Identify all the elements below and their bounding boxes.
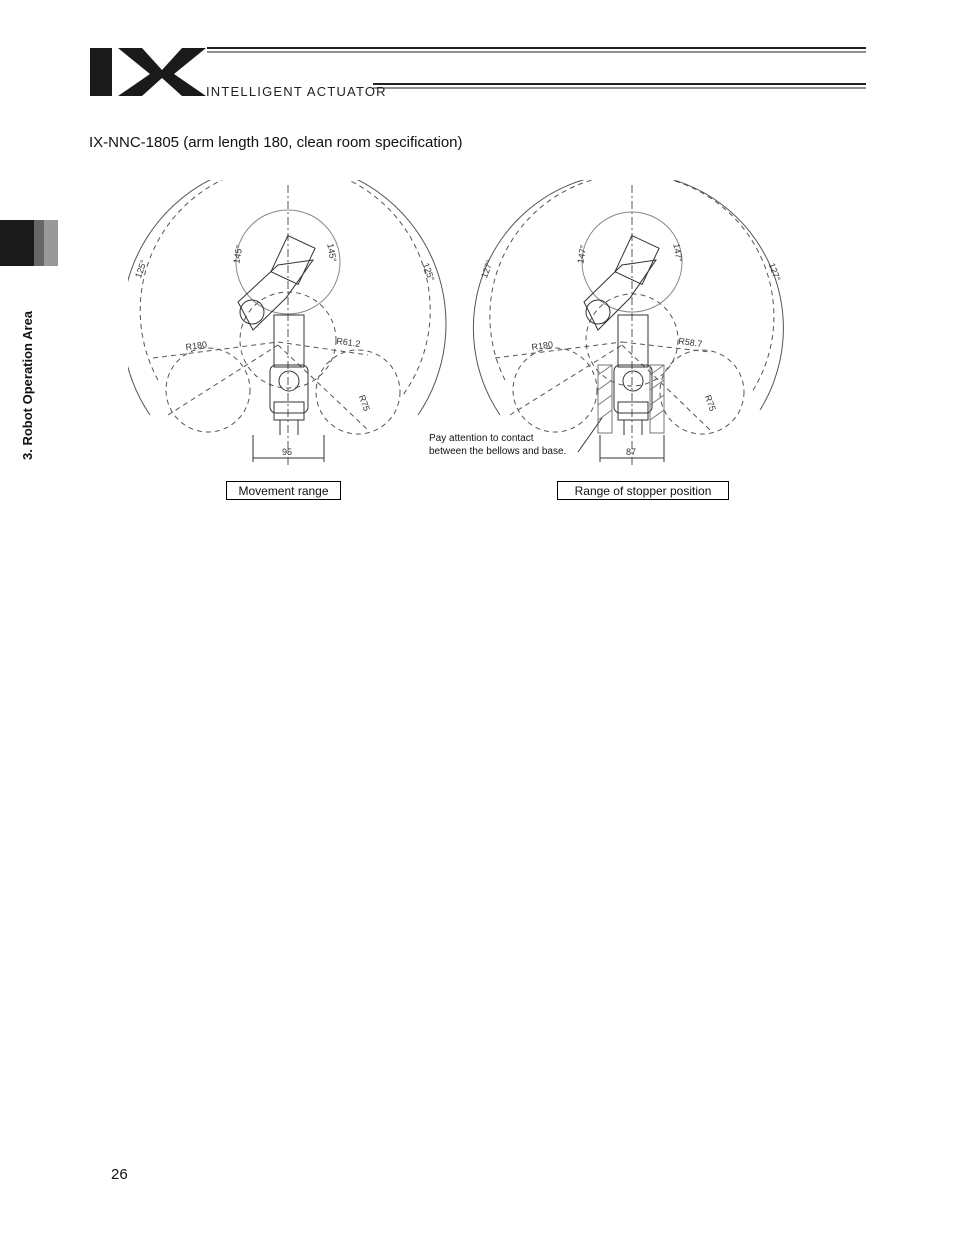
stopper-range-caption: Range of stopper position: [557, 481, 729, 500]
radius-label: R61.2: [335, 335, 361, 350]
angle-label: 147°: [671, 242, 685, 263]
radius-label: R180: [184, 339, 208, 353]
radius-label: R75: [356, 393, 372, 413]
angle-label: 127°: [766, 261, 783, 283]
movement-range-caption: Movement range: [226, 481, 341, 500]
width-label: 87: [626, 447, 637, 457]
contact-note: [429, 432, 566, 458]
contact-note-line: Pay attention to contact: [429, 433, 534, 444]
header-rules: [0, 0, 954, 100]
angle-label: 125°: [420, 261, 437, 283]
brand-name: INTELLIGENT ACTUATOR: [206, 84, 387, 99]
contact-note-line: between the bellows and base.: [429, 446, 567, 457]
page-number: 26: [111, 1166, 128, 1183]
angle-label: 145°: [231, 244, 245, 265]
radius-label: R58.7: [677, 335, 703, 350]
figure-title: IX-NNC-1805 (arm length 180, clean room specification): [89, 134, 463, 151]
radius-label: R180: [530, 339, 554, 353]
width-label: 95: [282, 447, 293, 457]
movement-range-diagram: [128, 180, 448, 480]
chapter-tab: [0, 220, 58, 266]
angle-label: 125°: [133, 258, 149, 280]
chapter-label: 3. Robot Operation Area: [20, 310, 35, 460]
angle-label: 147°: [575, 244, 589, 265]
radius-label: R75: [702, 393, 718, 413]
angle-label: 127°: [479, 258, 495, 280]
angle-label: 145°: [325, 242, 339, 263]
